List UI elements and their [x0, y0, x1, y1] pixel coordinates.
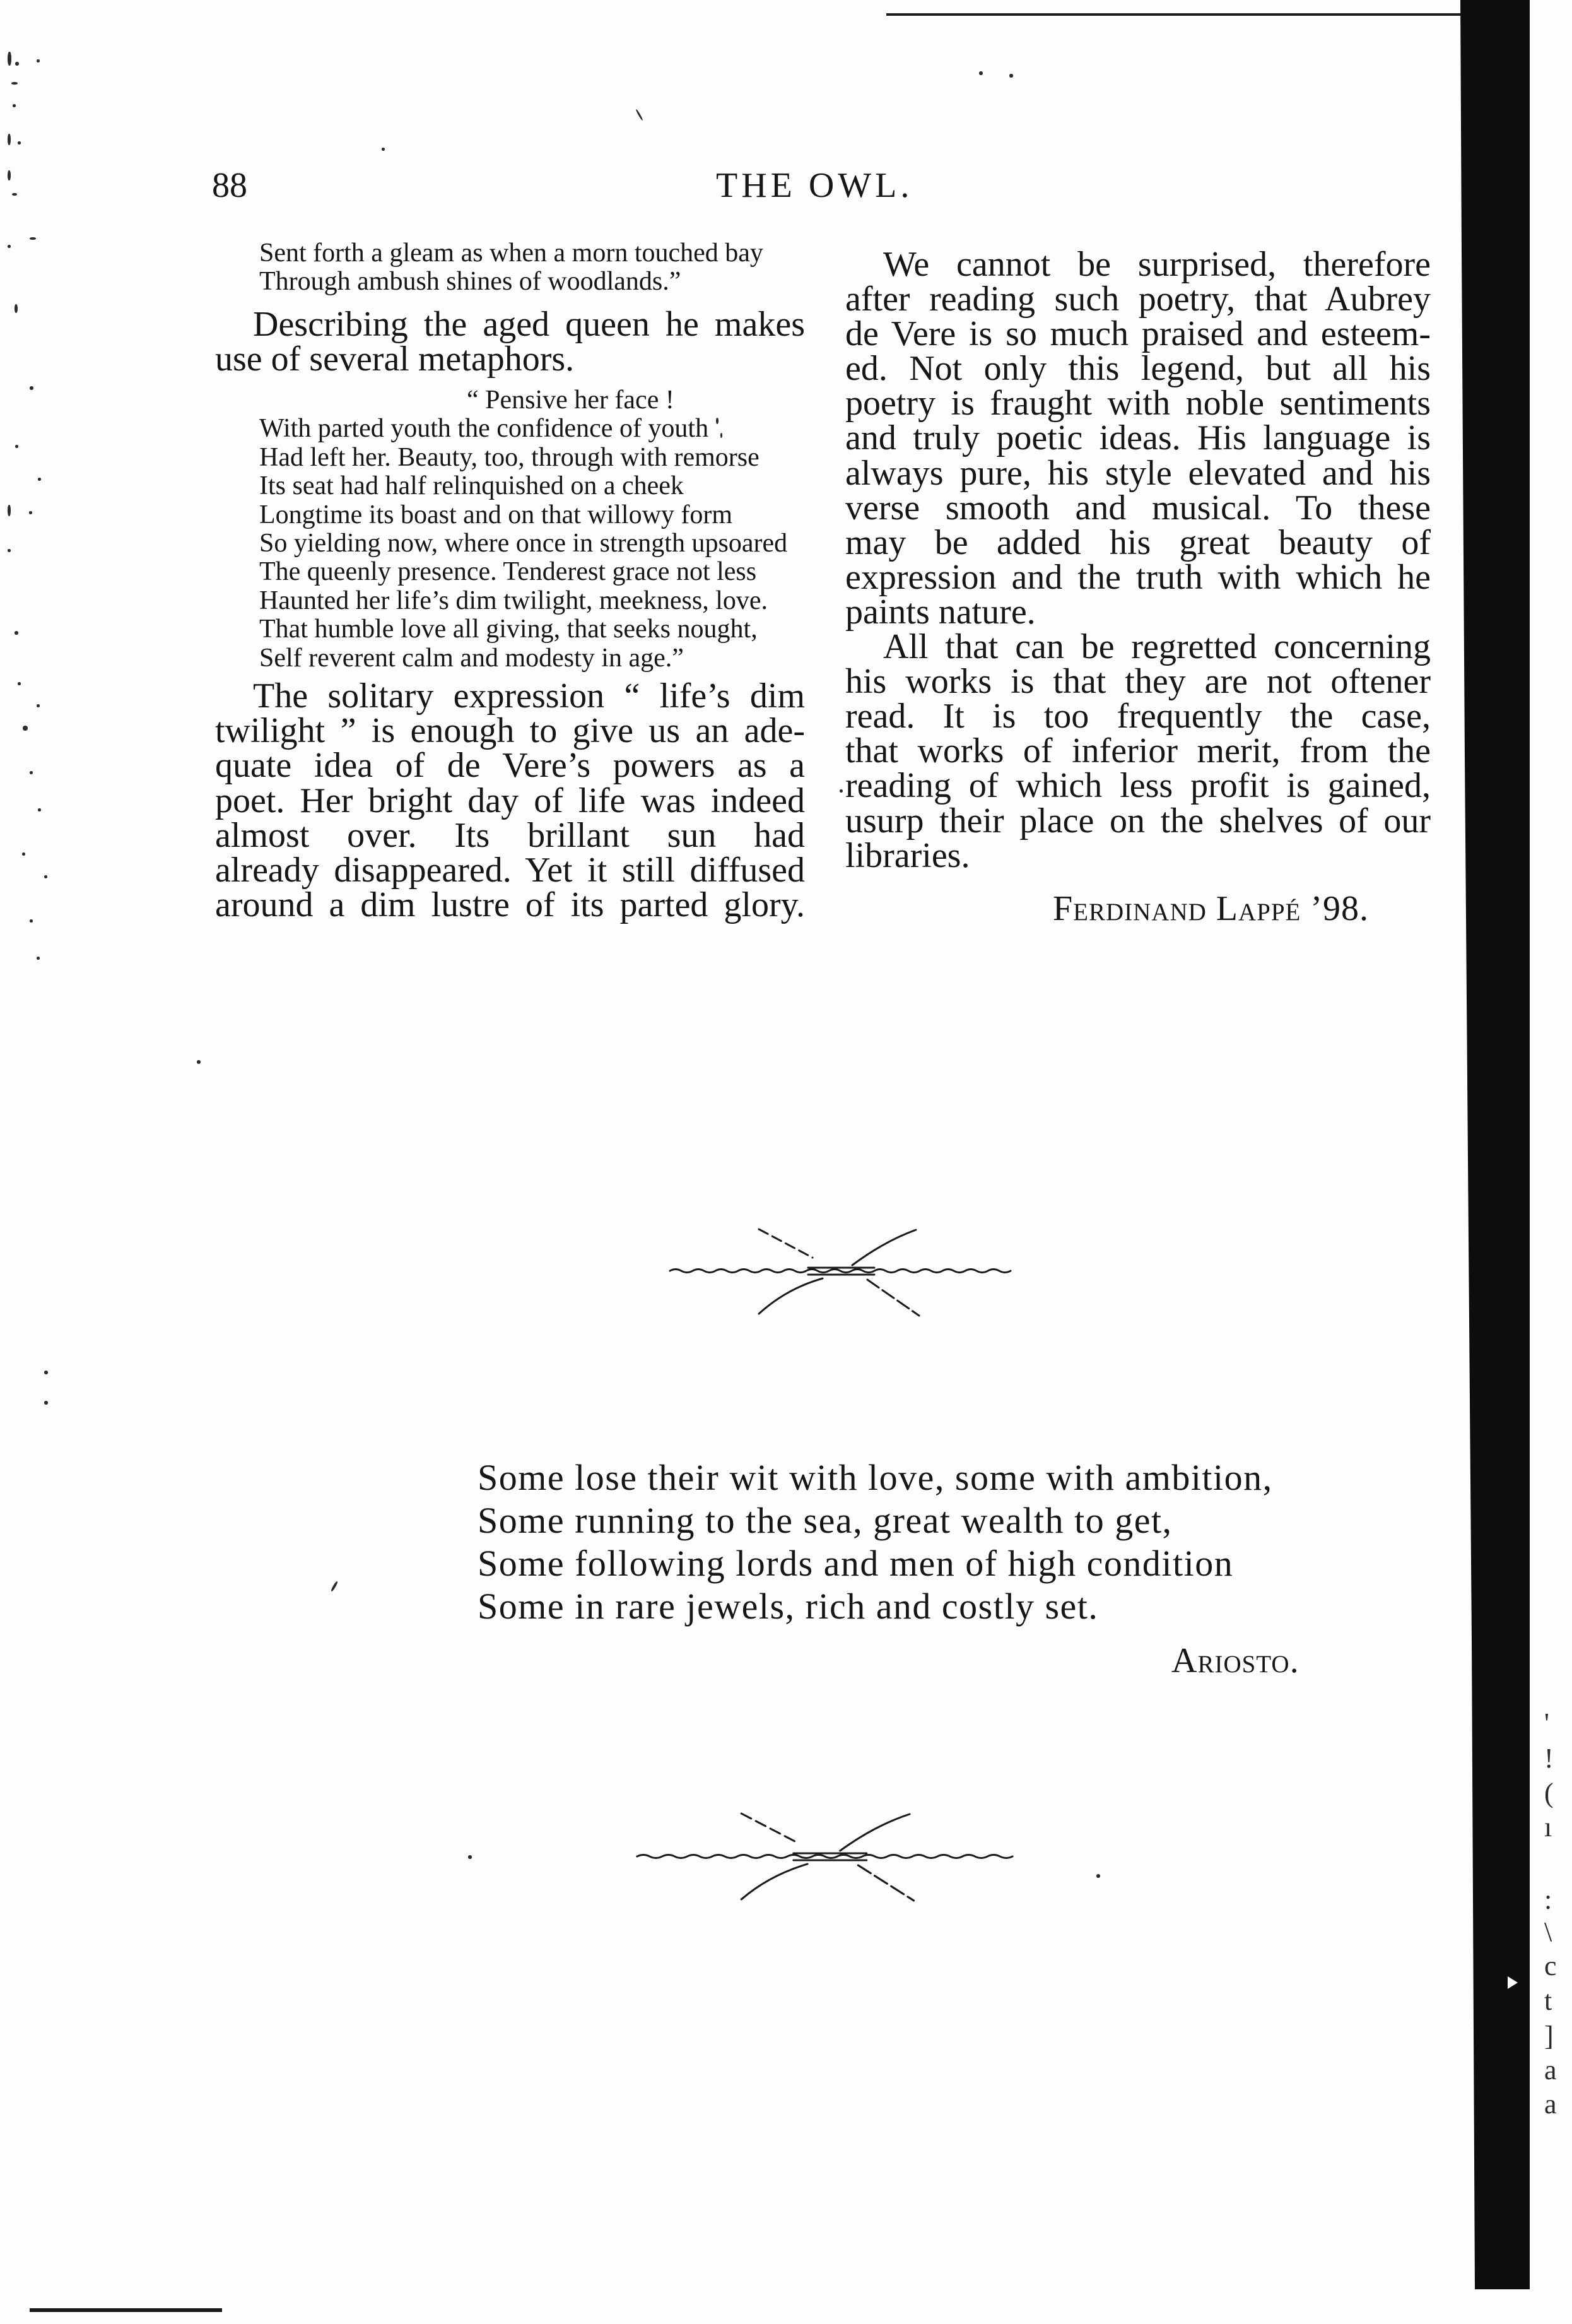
scan-speck	[1009, 74, 1013, 78]
running-head: THE OWL.	[716, 166, 913, 205]
margin-speck	[18, 141, 21, 145]
text-line: poet. Her bright day of life was indeed	[215, 781, 805, 820]
edge-fragment: ı	[1544, 1812, 1552, 1843]
text-line: always pure, his style elevated and his	[845, 453, 1431, 493]
scan-speck	[382, 148, 385, 151]
margin-speck	[30, 386, 33, 390]
commentary-paragraph	[215, 676, 805, 925]
margin-speck	[13, 104, 16, 107]
scan-speck	[840, 789, 843, 793]
text-line: already disappeared. Yet it still diffused	[215, 851, 805, 890]
text-line: Describing the aged queen he makes	[253, 305, 805, 344]
ornament-flourish-upper-left	[741, 1814, 798, 1843]
edge-fragment: a	[1544, 2089, 1557, 2120]
margin-speck	[22, 852, 25, 856]
epigraph-verse	[478, 1456, 1273, 1628]
quoted-poem	[259, 386, 787, 673]
verse-line: Some running to the sea, great wealth to get,	[478, 1500, 1173, 1541]
text-line: his works is that they are not oftener	[845, 662, 1431, 702]
margin-speck	[30, 237, 36, 240]
text-line: libraries.	[845, 835, 970, 875]
epigraph-attribution: Ariosto.	[1171, 1641, 1299, 1680]
intro-paragraph	[215, 305, 805, 379]
text-line: that works of inferior merit, from the	[845, 731, 1431, 771]
ornament-wave	[637, 1855, 1012, 1858]
verse-line: With parted youth the confidence of youth	[259, 414, 709, 444]
margin-speck	[38, 808, 41, 811]
top-rule-line	[886, 13, 1462, 16]
margin-speck	[30, 919, 33, 923]
scan-speck	[716, 418, 719, 424]
verse-line: “ Pensive her face !	[467, 386, 674, 415]
text-line: twilight ” is enough to give us an ade-	[215, 711, 805, 751]
margin-speck	[44, 875, 47, 878]
scan-speck	[468, 1855, 472, 1859]
text-line: ed. Not only this legend, but all his	[845, 349, 1431, 389]
scan-speck	[197, 1060, 201, 1064]
author-signature: Ferdinand Lappé ’98.	[1053, 889, 1370, 928]
verse-line: Some following lords and men of high condition	[478, 1543, 1234, 1584]
edge-shadow-shape	[1460, 0, 1530, 2289]
margin-speck	[11, 82, 18, 85]
margin-speck	[8, 505, 11, 516]
margin-speck	[23, 726, 28, 731]
scan-speck	[720, 433, 722, 438]
scan-speck	[44, 1401, 48, 1405]
verse-line: Some lose their wit with love, some with ambition,	[478, 1457, 1273, 1498]
margin-speck	[37, 59, 40, 62]
ornament	[670, 1219, 1011, 1320]
text-line: use of several metaphors.	[215, 339, 575, 379]
text-line: We cannot be surprised, therefore	[883, 245, 1431, 284]
edge-fragment: t	[1544, 1985, 1552, 2016]
text-line: quate idea of de Vere’s powers as a	[215, 746, 805, 786]
margin-speck	[15, 304, 18, 313]
text-line: read. It is too frequently the case,	[845, 697, 1431, 736]
margin-speck	[8, 52, 11, 66]
margin-speck	[8, 245, 11, 248]
text-line: reading of which less profit is gained,	[845, 766, 1431, 806]
verse-line: Self reverent calm and modesty in age.”	[259, 643, 684, 673]
ornament-flourish-upper-left	[759, 1229, 812, 1258]
ornament-flourish-lower-right	[867, 1280, 919, 1316]
text-line: verse smooth and musical. To these	[845, 488, 1431, 528]
ornament-flourish-upper-right	[852, 1230, 916, 1265]
text-line: paints nature.	[845, 592, 1036, 632]
verse-line: Through ambush shines of woodlands.”	[259, 267, 681, 296]
ornament-flourish-lower-right	[858, 1865, 913, 1901]
ornament-flourish-lower-left	[741, 1864, 807, 1899]
edge-fragment: '	[1544, 1708, 1549, 1738]
scan-speck	[635, 109, 643, 121]
verse-line: Longtime its boast and on that willowy form	[259, 500, 733, 529]
margin-speck	[37, 704, 40, 707]
margin-speck	[12, 193, 17, 196]
text-line: poetry is fraught with noble sentiments	[845, 384, 1431, 423]
text-line: usurp their place on the shelves of our	[845, 801, 1431, 841]
verse-line: Had left her. Beauty, too, through with remorse	[259, 442, 760, 472]
verse-line: So yielding now, where once in strength upsoared	[259, 529, 788, 558]
verse-line: Sent forth a gleam as when a morn touched bay	[259, 239, 763, 268]
margin-speck	[29, 511, 32, 514]
edge-fragment: :	[1544, 1884, 1552, 1915]
edge-fragment: (	[1544, 1778, 1554, 1808]
ornament	[637, 1805, 1012, 1906]
text-line: expression and the truth with which he	[845, 557, 1431, 597]
text-line: The solitary expression “ life’s dim	[253, 676, 805, 716]
page-number: 88	[212, 166, 247, 205]
verse-line: The queenly presence. Tenderest grace not less	[259, 557, 757, 587]
edge-fragment: \	[1544, 1916, 1552, 1947]
conclusion-text	[845, 247, 1431, 873]
edge-fragment: !	[1544, 1743, 1554, 1774]
margin-speck	[30, 771, 33, 774]
ornament-wave	[670, 1270, 1011, 1273]
text-line: de Vere is so much praised and esteem-	[845, 314, 1431, 354]
edge-fragment: c	[1544, 1950, 1557, 1981]
quote-continuation	[259, 239, 763, 296]
margin-speck	[18, 682, 21, 685]
margin-speck	[15, 631, 18, 635]
bottom-rule-line	[30, 2308, 222, 2312]
text-line: may be added his great beauty of	[845, 522, 1431, 562]
ornament-flourish-lower-left	[759, 1278, 823, 1314]
ornament-center-bars	[794, 1853, 867, 1860]
ornament-flourish-upper-right	[840, 1814, 910, 1851]
margin-speck	[8, 134, 11, 145]
verse-line: That humble love all giving, that seeks nought,	[259, 615, 758, 644]
edge-fragment: ]	[1544, 2020, 1554, 2051]
scan-speck	[1096, 1874, 1100, 1878]
margin-speck	[15, 62, 19, 66]
verse-line: Some in rare jewels, rich and costly set.	[478, 1586, 1099, 1627]
edge-fragment: a	[1544, 2055, 1557, 2085]
scan-speck	[331, 1581, 338, 1592]
text-line: almost over. Its brillant sun had	[215, 815, 805, 855]
text-line: after reading such poetry, that Aubrey	[845, 280, 1431, 319]
margin-speck	[15, 445, 18, 448]
text-line: All that can be regretted concerning	[883, 627, 1431, 667]
scan-speck	[44, 1371, 48, 1374]
text-line: and truly poetic ideas. His language is	[845, 418, 1431, 458]
verse-line: Haunted her life’s dim twilight, meekness, love.	[259, 586, 768, 615]
margin-speck	[8, 170, 11, 180]
margin-speck	[8, 549, 11, 552]
margin-speck	[37, 957, 40, 960]
page-edge-shadow	[1451, 0, 1539, 2297]
verse-line: Its seat had half relinquished on a cheek	[259, 471, 684, 501]
scan-speck	[979, 71, 983, 75]
margin-speck	[38, 478, 41, 481]
text-line: around a dim lustre of its parted glory.	[215, 885, 805, 925]
